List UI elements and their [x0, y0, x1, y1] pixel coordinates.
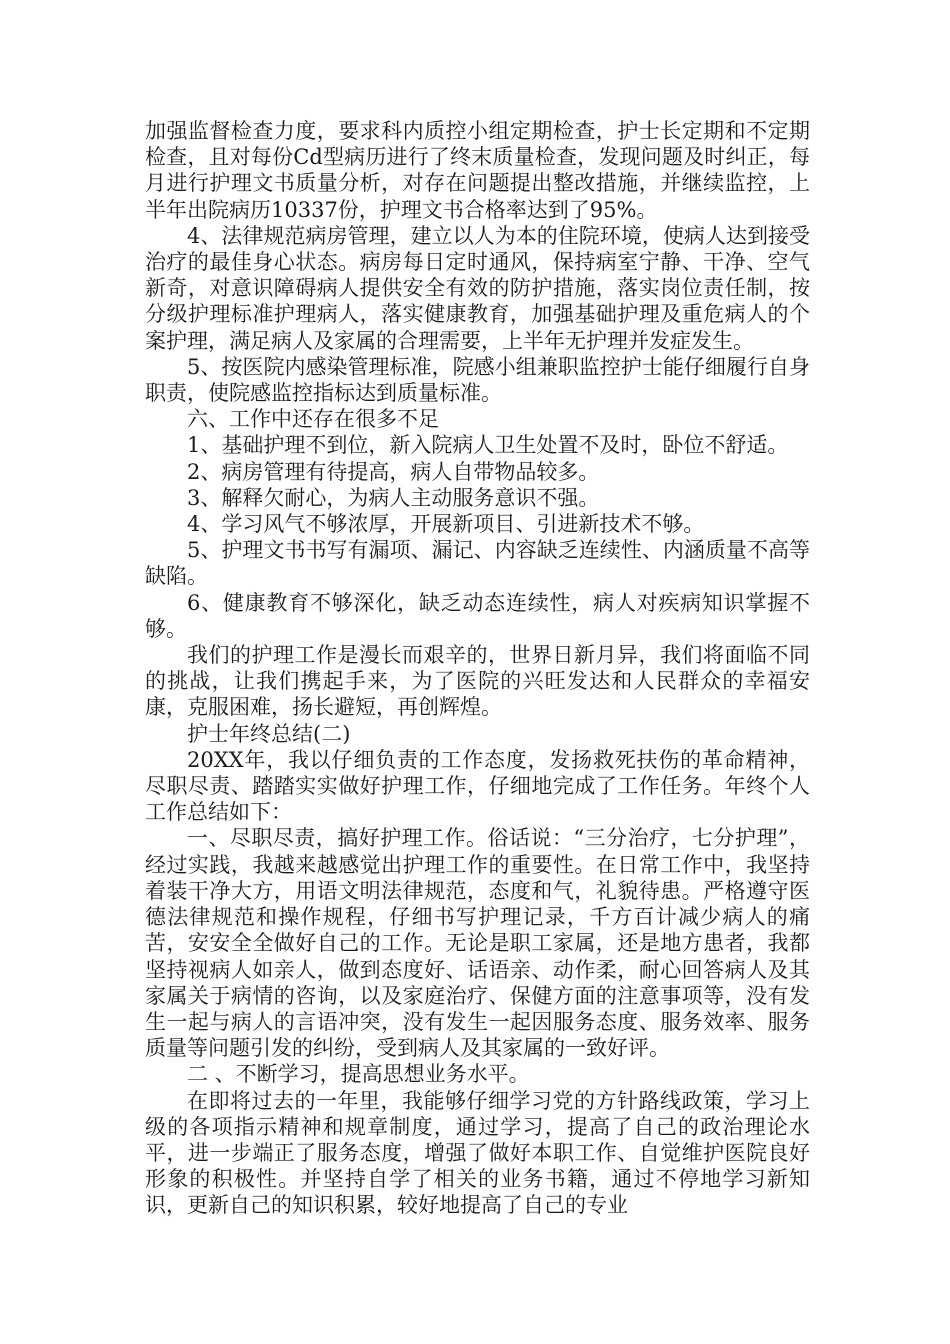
shortcoming-item-6: 6、健康教育不够深化，缺乏动态连续性，病人对疾病知识掌握不够。: [145, 590, 810, 641]
shortcoming-item-5: 5、护理文书书写有漏项、漏记、内容缺乏连续性、内涵质量不高等缺陷。: [145, 538, 810, 589]
point-two-heading: 二 、不断学习，提高思想业务水平。: [187, 1062, 530, 1087]
shortcoming-item-2: 2、病房管理有待提高，病人自带物品较多。: [187, 459, 600, 484]
document-body: [145, 118, 810, 1219]
shortcoming-item-4: 4、学习风气不够浓厚，开展新项目、引进新技术不够。: [187, 512, 705, 537]
paragraph-item-4: 4、法律规范病房管理，建立以人为本的住院环境，使病人达到接受治疗的最佳身心状态。病房每日定时通风，保持病室宁静、干净、空气新奇，对意识障碍病人提供安全有效的防护措施，落实岗位责任制，按分级护理标准护理病人，落实健康教育，加强基础护理及重危病人的个案护理，满足病人及家属的合理需要，上半年无护理并发症发生。: [145, 223, 810, 353]
point-one-paragraph: 一、尽职尽责，搞好护理工作。俗话说：“三分治疗，七分护理”，经过实践，我越来越感觉出护理工作的重要性。在日常工作中，我坚持着装干净大方，用语文明法律规范，态度和气，礼貌待患。严格遵守医德法律规范和操作规程，仔细书写护理记录，千方百计减少病人的痛苦，安安全全做好自己的工作。无论是职工家属，还是地方患者，我都坚持视病人如亲人，做到态度好、话语亲、动作柔，耐心回答病人及其家属关于病情的咨询，以及家庭治疗、保健方面的注意事项等，没有发生一起与病人的言语冲突，没有发生一起因服务态度、服务效率、服务质量等问题引发的纠纷，受到病人及其家属的一致好评。: [145, 826, 810, 1061]
section-heading-shortcomings: 六、工作中还存在很多不足: [187, 407, 439, 432]
point-two-paragraph: 在即将过去的一年里，我能够仔细学习党的方针路线政策，学习上级的各项指示精神和规章制度，通过学习，提高了自己的政治理论水平，进一步端正了服务态度，增强了做好本职工作、自觉维护医院良好形象的积极性。并坚持自学了相关的业务书籍，通过不停地学习新知识，更新自己的知识积累，较好地提高了自己的专业: [145, 1088, 810, 1218]
shortcoming-item-1: 1、基础护理不到位，新入院病人卫生处置不及时，卧位不舒适。: [187, 433, 789, 458]
paragraph-continuation: 加强监督检查力度，要求科内质控小组定期检查，护士长定期和不定期检查，且对每份Cd型病历进行了终末质量检查，发现问题及时纠正，每月进行护理文书质量分析，对存在问题提出整改措施，并继续监控，上半年出院病历10337份，护理文书合格率达到了95%。: [145, 119, 810, 222]
shortcoming-item-3: 3、解释欠耐心，为病人主动服务意识不强。: [187, 485, 600, 510]
intro-paragraph: 20XX年，我以仔细负责的工作态度，发扬救死扶伤的革命精神，尽职尽责、踏踏实实做好护理工作，仔细地完成了工作任务。年终个人工作总结如下：: [145, 747, 810, 825]
closing-paragraph: 我们的护理工作是漫长而艰辛的，世界日新月异，我们将面临不同的挑战，让我们携起手来，为了医院的兴旺发达和人民群众的幸福安康，克服困难，扬长避短，再创辉煌。: [145, 643, 810, 720]
section-title: 护士年终总结(二): [187, 721, 351, 746]
paragraph-item-5: 5、按医院内感染管理标准，院感小组兼职监控护士能仔细履行自身职责，使院感监控指标达到质量标准。: [145, 354, 810, 406]
